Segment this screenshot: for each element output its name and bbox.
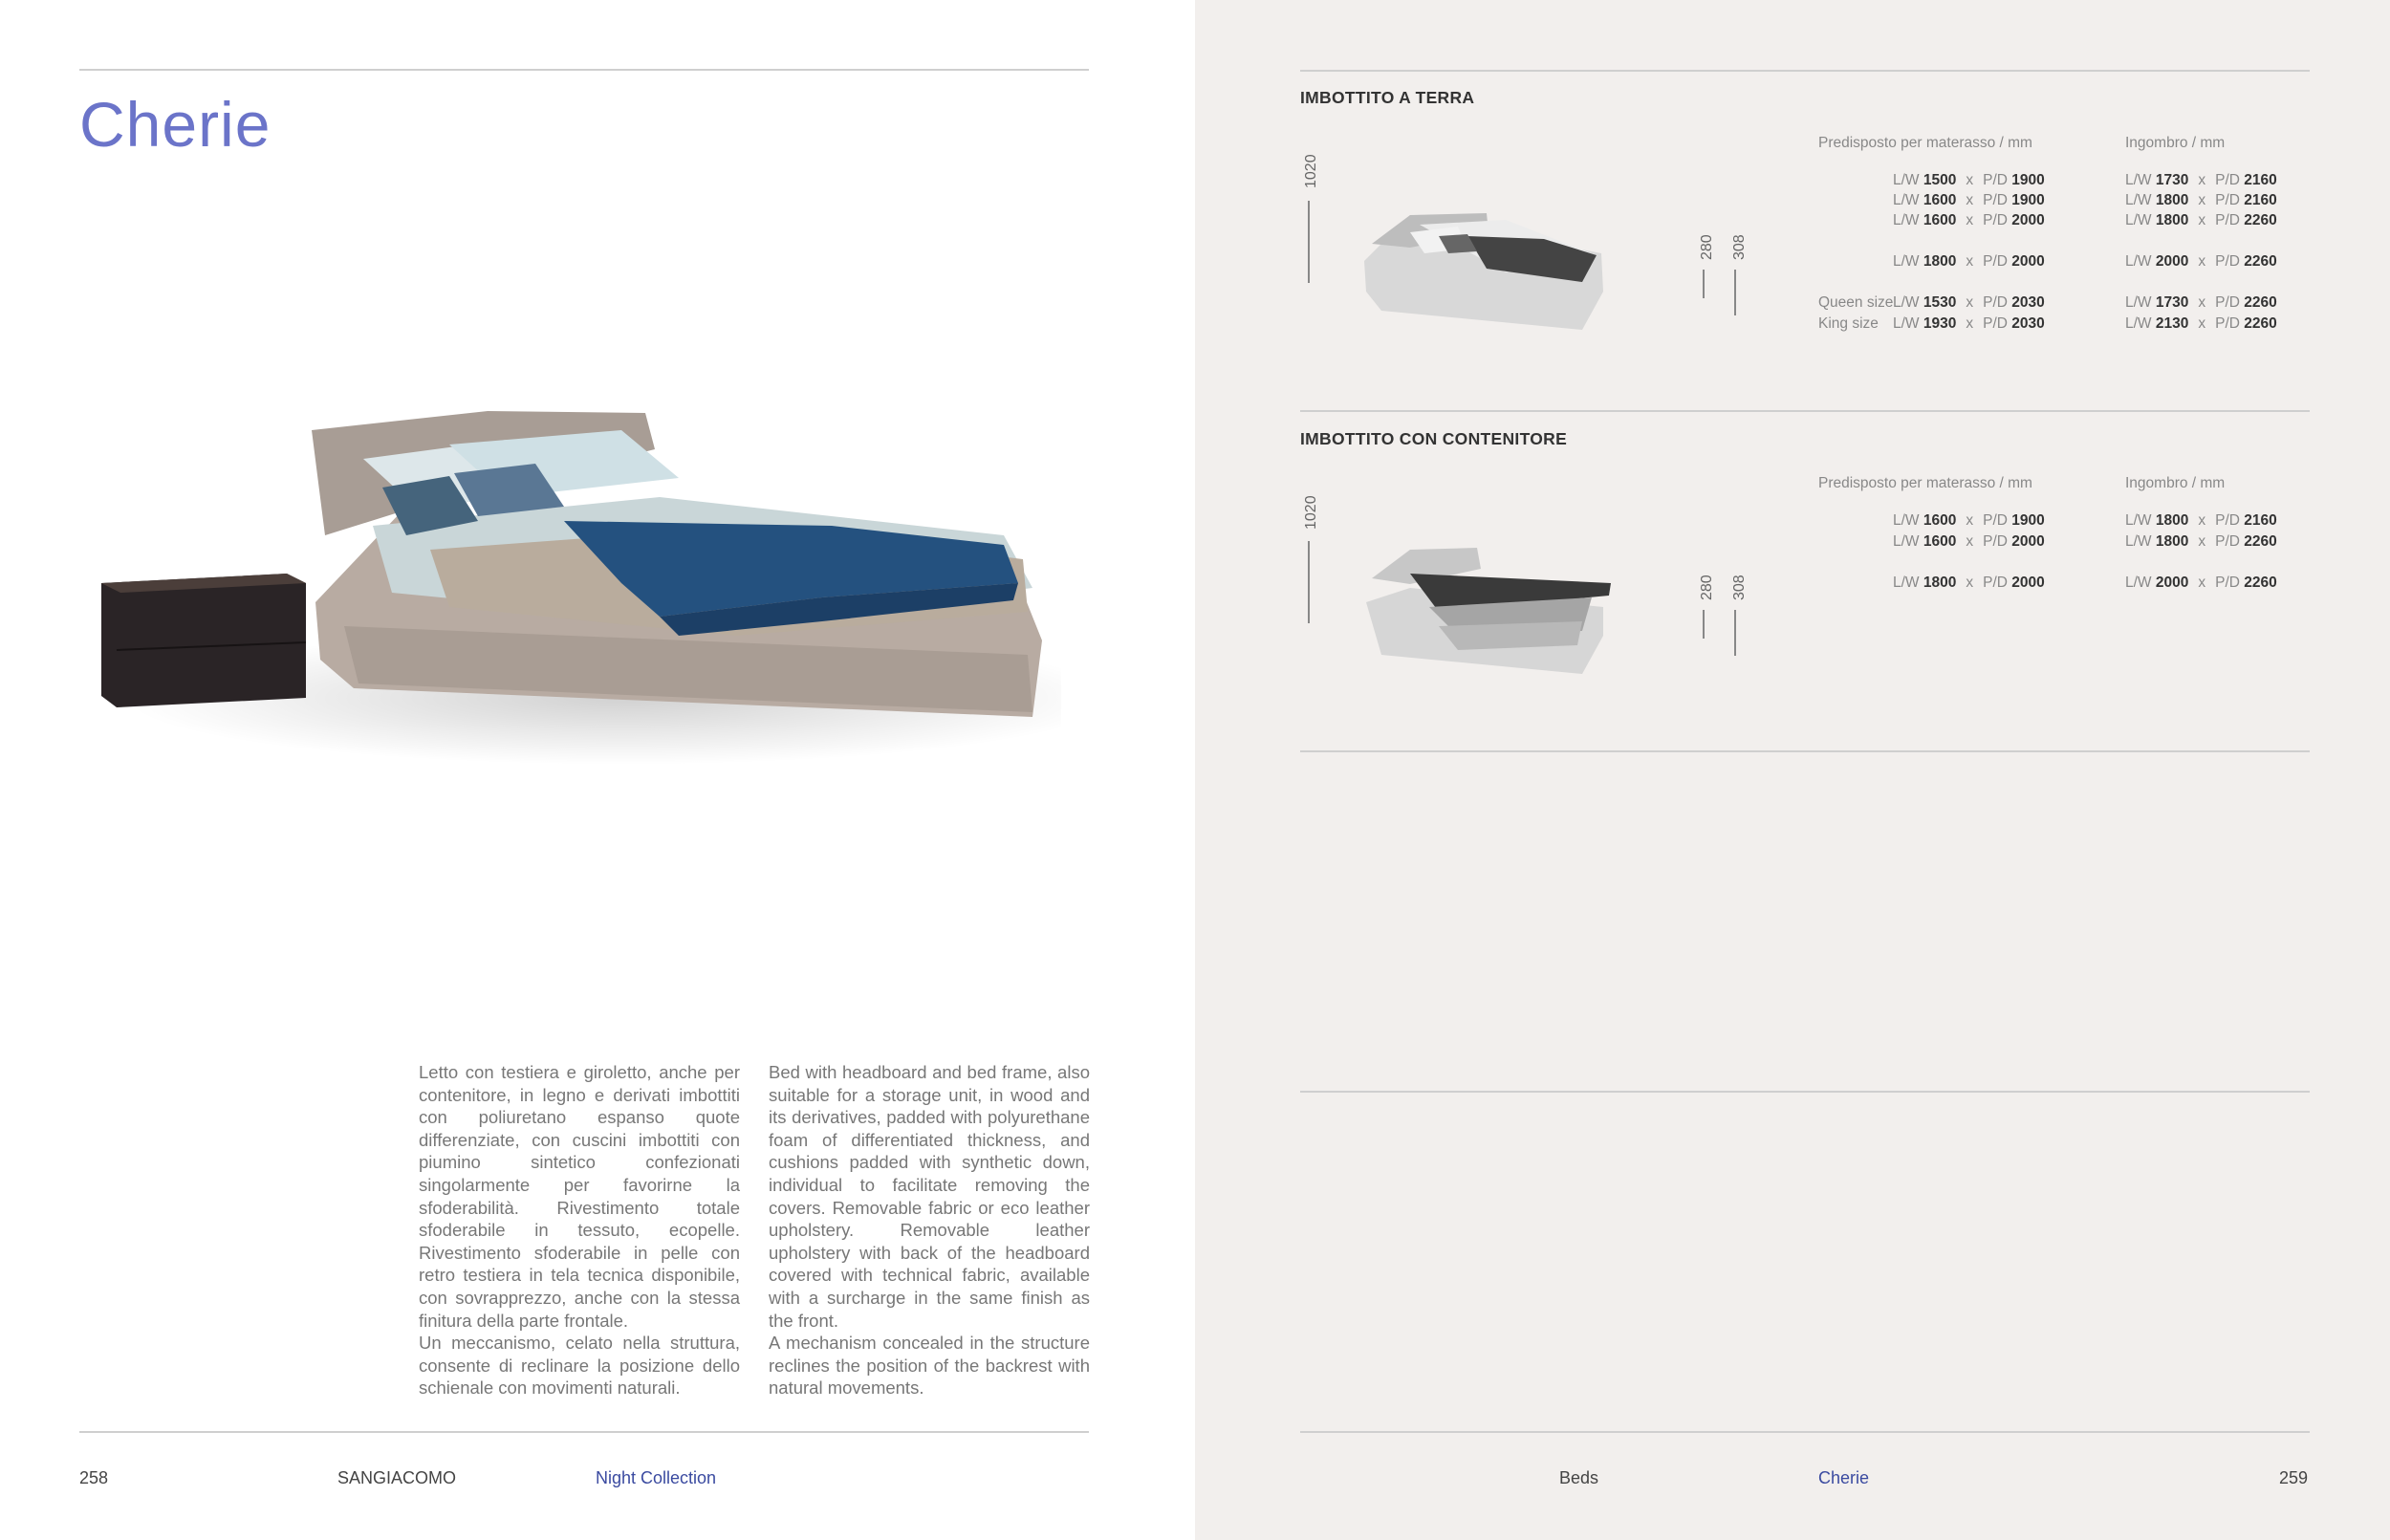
bottom-rule-right [1300,1431,2310,1433]
dimension-row-overall [2125,253,2277,271]
unit-width: L/W [2125,172,2152,188]
dimension-row-overall [2125,315,2277,333]
dimension-row-mattress [1893,212,2045,229]
mattress-depth: 2000 [2011,533,2045,550]
dimension-row-mattress [1893,575,2045,592]
dimension-row-overall [2125,512,2277,530]
dimension-row-overall [2125,533,2277,551]
overall-width: 1800 [2155,533,2189,550]
unit-depth: P/D [1983,575,2008,591]
unit-width: L/W [2125,533,2152,550]
unit-depth: P/D [1983,212,2008,228]
mattress-depth: 2000 [2011,212,2045,228]
unit-depth: P/D [2215,315,2240,332]
times-sign: x [1966,212,1974,228]
section-1-side-line-308 [1734,270,1736,315]
overall-depth: 2260 [2244,315,2277,332]
section-2-side-line-280 [1703,610,1705,639]
section-2-height-line [1308,541,1310,623]
mattress-width: 1500 [1923,172,1957,188]
dimension-row-mattress [1818,294,2045,312]
overall-depth: 2260 [2244,575,2277,591]
unit-depth: P/D [2215,575,2240,591]
section-2-heading: IMBOTTITO CON CONTENITORE [1300,429,1568,448]
overall-depth: 2160 [2244,512,2277,529]
times-sign: x [1966,512,1974,529]
product-link[interactable]: Cherie [1818,1468,1870,1487]
description-it-paragraph-2: Un meccanismo, celato nella struttura, consente di reclinare la posizione dello schienale con movimenti naturali. [419,1333,740,1399]
overall-width: 1730 [2155,172,2189,188]
mattress-depth: 1900 [2011,172,2045,188]
dimension-row-mattress [1893,253,2045,271]
section-1-rule [1300,70,2310,72]
unit-width: L/W [2125,212,2152,228]
bed-product-photo [86,392,1061,841]
section-2-side-label-280: 280 [1699,575,1715,600]
unit-depth: P/D [1983,253,2008,270]
section-1-col1-header: Predisposto per materasso / mm [1818,135,2032,151]
overall-width: 2130 [2155,315,2189,332]
times-sign: x [2198,533,2206,550]
unit-depth: P/D [2215,294,2240,311]
unit-width: L/W [2125,253,2152,270]
unit-depth: P/D [2215,253,2240,270]
overall-width: 1800 [2155,512,2189,529]
collection-link[interactable]: Night Collection [596,1468,717,1487]
page-number-left: 258 [79,1468,109,1487]
size-label: Queen size [1818,294,1894,311]
unit-width: L/W [2125,294,2152,311]
unit-width: L/W [1893,315,1920,332]
description-italian [419,1061,740,1399]
mattress-depth: 2030 [2011,294,2045,311]
unit-depth: P/D [1983,533,2008,550]
unit-width: L/W [1893,253,1920,270]
description-en-paragraph-1: Bed with headboard and bed frame, also suitable for a storage unit, in wood and its derivatives, padded with polyurethane foam of differentiated thickness, and cushions padded with synthetic down, individual to facilitate removing the covers. Removable fabric or eco leather upholstery. Removable leather upholstery with back of the headboard covered with technical fabric, available with a surcharge in the same finish as the front. [769,1062,1090,1331]
times-sign: x [1966,172,1974,188]
times-sign: x [1966,575,1974,591]
right-page [1195,0,2390,1540]
times-sign: x [1966,533,1974,550]
section-1-side-label-280: 280 [1699,234,1715,260]
page-title: Cherie [79,89,272,160]
dimension-row-mattress [1893,512,2045,530]
unit-depth: P/D [1983,315,2008,332]
section-1-side-label-308: 308 [1731,234,1748,260]
dimension-row-mattress [1893,172,2045,189]
unit-depth: P/D [1983,172,2008,188]
unit-width: L/W [1893,212,1920,228]
overall-width: 1800 [2155,212,2189,228]
mattress-width: 1600 [1923,192,1957,208]
empty-section-rule-2 [1300,1091,2310,1093]
unit-depth: P/D [1983,512,2008,529]
times-sign: x [2198,575,2206,591]
mattress-width: 1600 [1923,212,1957,228]
times-sign: x [2198,294,2206,311]
dimension-row-overall [2125,294,2277,312]
top-rule [79,69,1089,71]
unit-width: L/W [2125,192,2152,208]
section-2-bed-drawing [1353,531,1630,683]
section-1-side-line-280 [1703,270,1705,298]
dimension-row-overall [2125,172,2277,189]
unit-width: L/W [1893,192,1920,208]
unit-width: L/W [2125,315,2152,332]
description-it-paragraph-1: Letto con testiera e giroletto, anche per contenitore, in legno e derivati imbottiti con poliuretano espanso quote differenziate, con cuscini imbottiti con piumino sintetico confezionati singolarmente per favorirne la sfoderabilità. Rivestimento totale sfoderabile in tessuto, ecopelle. Rivestimento sfoderabile in pelle con retro testiera in tela tecnica disponibile, con sovrapprezzo, anche con la stessa finitura della parte frontale. [419,1062,740,1331]
unit-depth: P/D [2215,212,2240,228]
section-2-side-label-308: 308 [1731,575,1748,600]
unit-depth: P/D [2215,192,2240,208]
dimension-row-mattress [1893,192,2045,209]
unit-depth: P/D [2215,512,2240,529]
mattress-width: 1600 [1923,512,1957,529]
overall-depth: 2160 [2244,192,2277,208]
mattress-depth: 2000 [2011,253,2045,270]
mattress-width: 1930 [1923,315,1957,332]
mattress-depth: 2030 [2011,315,2045,332]
empty-section-rule-1 [1300,750,2310,752]
dimension-row-mattress [1893,533,2045,551]
unit-depth: P/D [2215,533,2240,550]
unit-depth: P/D [1983,192,2008,208]
unit-width: L/W [1893,512,1920,529]
section-1-bed-drawing [1353,186,1630,339]
description-en-paragraph-2: A mechanism concealed in the structure reclines the position of the backrest with natural movements. [769,1333,1090,1399]
mattress-depth: 2000 [2011,575,2045,591]
times-sign: x [2198,253,2206,270]
times-sign: x [1966,253,1974,270]
overall-width: 2000 [2155,575,2189,591]
unit-width: L/W [1893,533,1920,550]
section-2-col2-header: Ingombro / mm [2125,475,2226,491]
unit-width: L/W [2125,512,2152,529]
times-sign: x [2198,212,2206,228]
times-sign: x [2198,192,2206,208]
section-2-height-label: 1020 [1303,495,1319,530]
mattress-width: 1800 [1923,575,1957,591]
overall-width: 2000 [2155,253,2189,270]
times-sign: x [2198,315,2206,332]
overall-width: 1730 [2155,294,2189,311]
mattress-width: 1530 [1923,294,1957,311]
unit-depth: P/D [1983,294,2008,311]
unit-width: L/W [1893,172,1920,188]
section-1-height-line [1308,201,1310,283]
times-sign: x [2198,512,2206,529]
unit-width: L/W [1893,294,1920,311]
dimension-row-overall [2125,575,2277,592]
section-1-height-label: 1020 [1303,154,1319,188]
mattress-depth: 1900 [2011,192,2045,208]
mattress-depth: 1900 [2011,512,2045,529]
mattress-width: 1800 [1923,253,1957,270]
unit-width: L/W [2125,575,2152,591]
dimension-row-overall [2125,192,2277,209]
size-label: King size [1818,315,1879,332]
overall-depth: 2260 [2244,294,2277,311]
section-2-col1-header: Predisposto per materasso / mm [1818,475,2032,491]
times-sign: x [1966,294,1974,311]
mattress-width: 1600 [1923,533,1957,550]
section-1-col2-header: Ingombro / mm [2125,135,2226,151]
section-1-heading: IMBOTTITO A TERRA [1300,88,1475,107]
description-english [769,1061,1090,1399]
brand-name: SANGIACOMO [337,1468,457,1487]
overall-depth: 2260 [2244,533,2277,550]
times-sign: x [1966,192,1974,208]
dimension-row-overall [2125,212,2277,229]
overall-depth: 2260 [2244,212,2277,228]
overall-width: 1800 [2155,192,2189,208]
overall-depth: 2260 [2244,253,2277,270]
unit-depth: P/D [2215,172,2240,188]
page-number-right: 259 [2279,1468,2309,1487]
section-2-rule [1300,410,2310,412]
category-label: Beds [1559,1468,1599,1487]
unit-width: L/W [1893,575,1920,591]
section-2-side-line-308 [1734,610,1736,656]
dimension-row-mattress [1818,315,2045,333]
times-sign: x [2198,172,2206,188]
times-sign: x [1966,315,1974,332]
bottom-rule [79,1431,1089,1433]
overall-depth: 2160 [2244,172,2277,188]
